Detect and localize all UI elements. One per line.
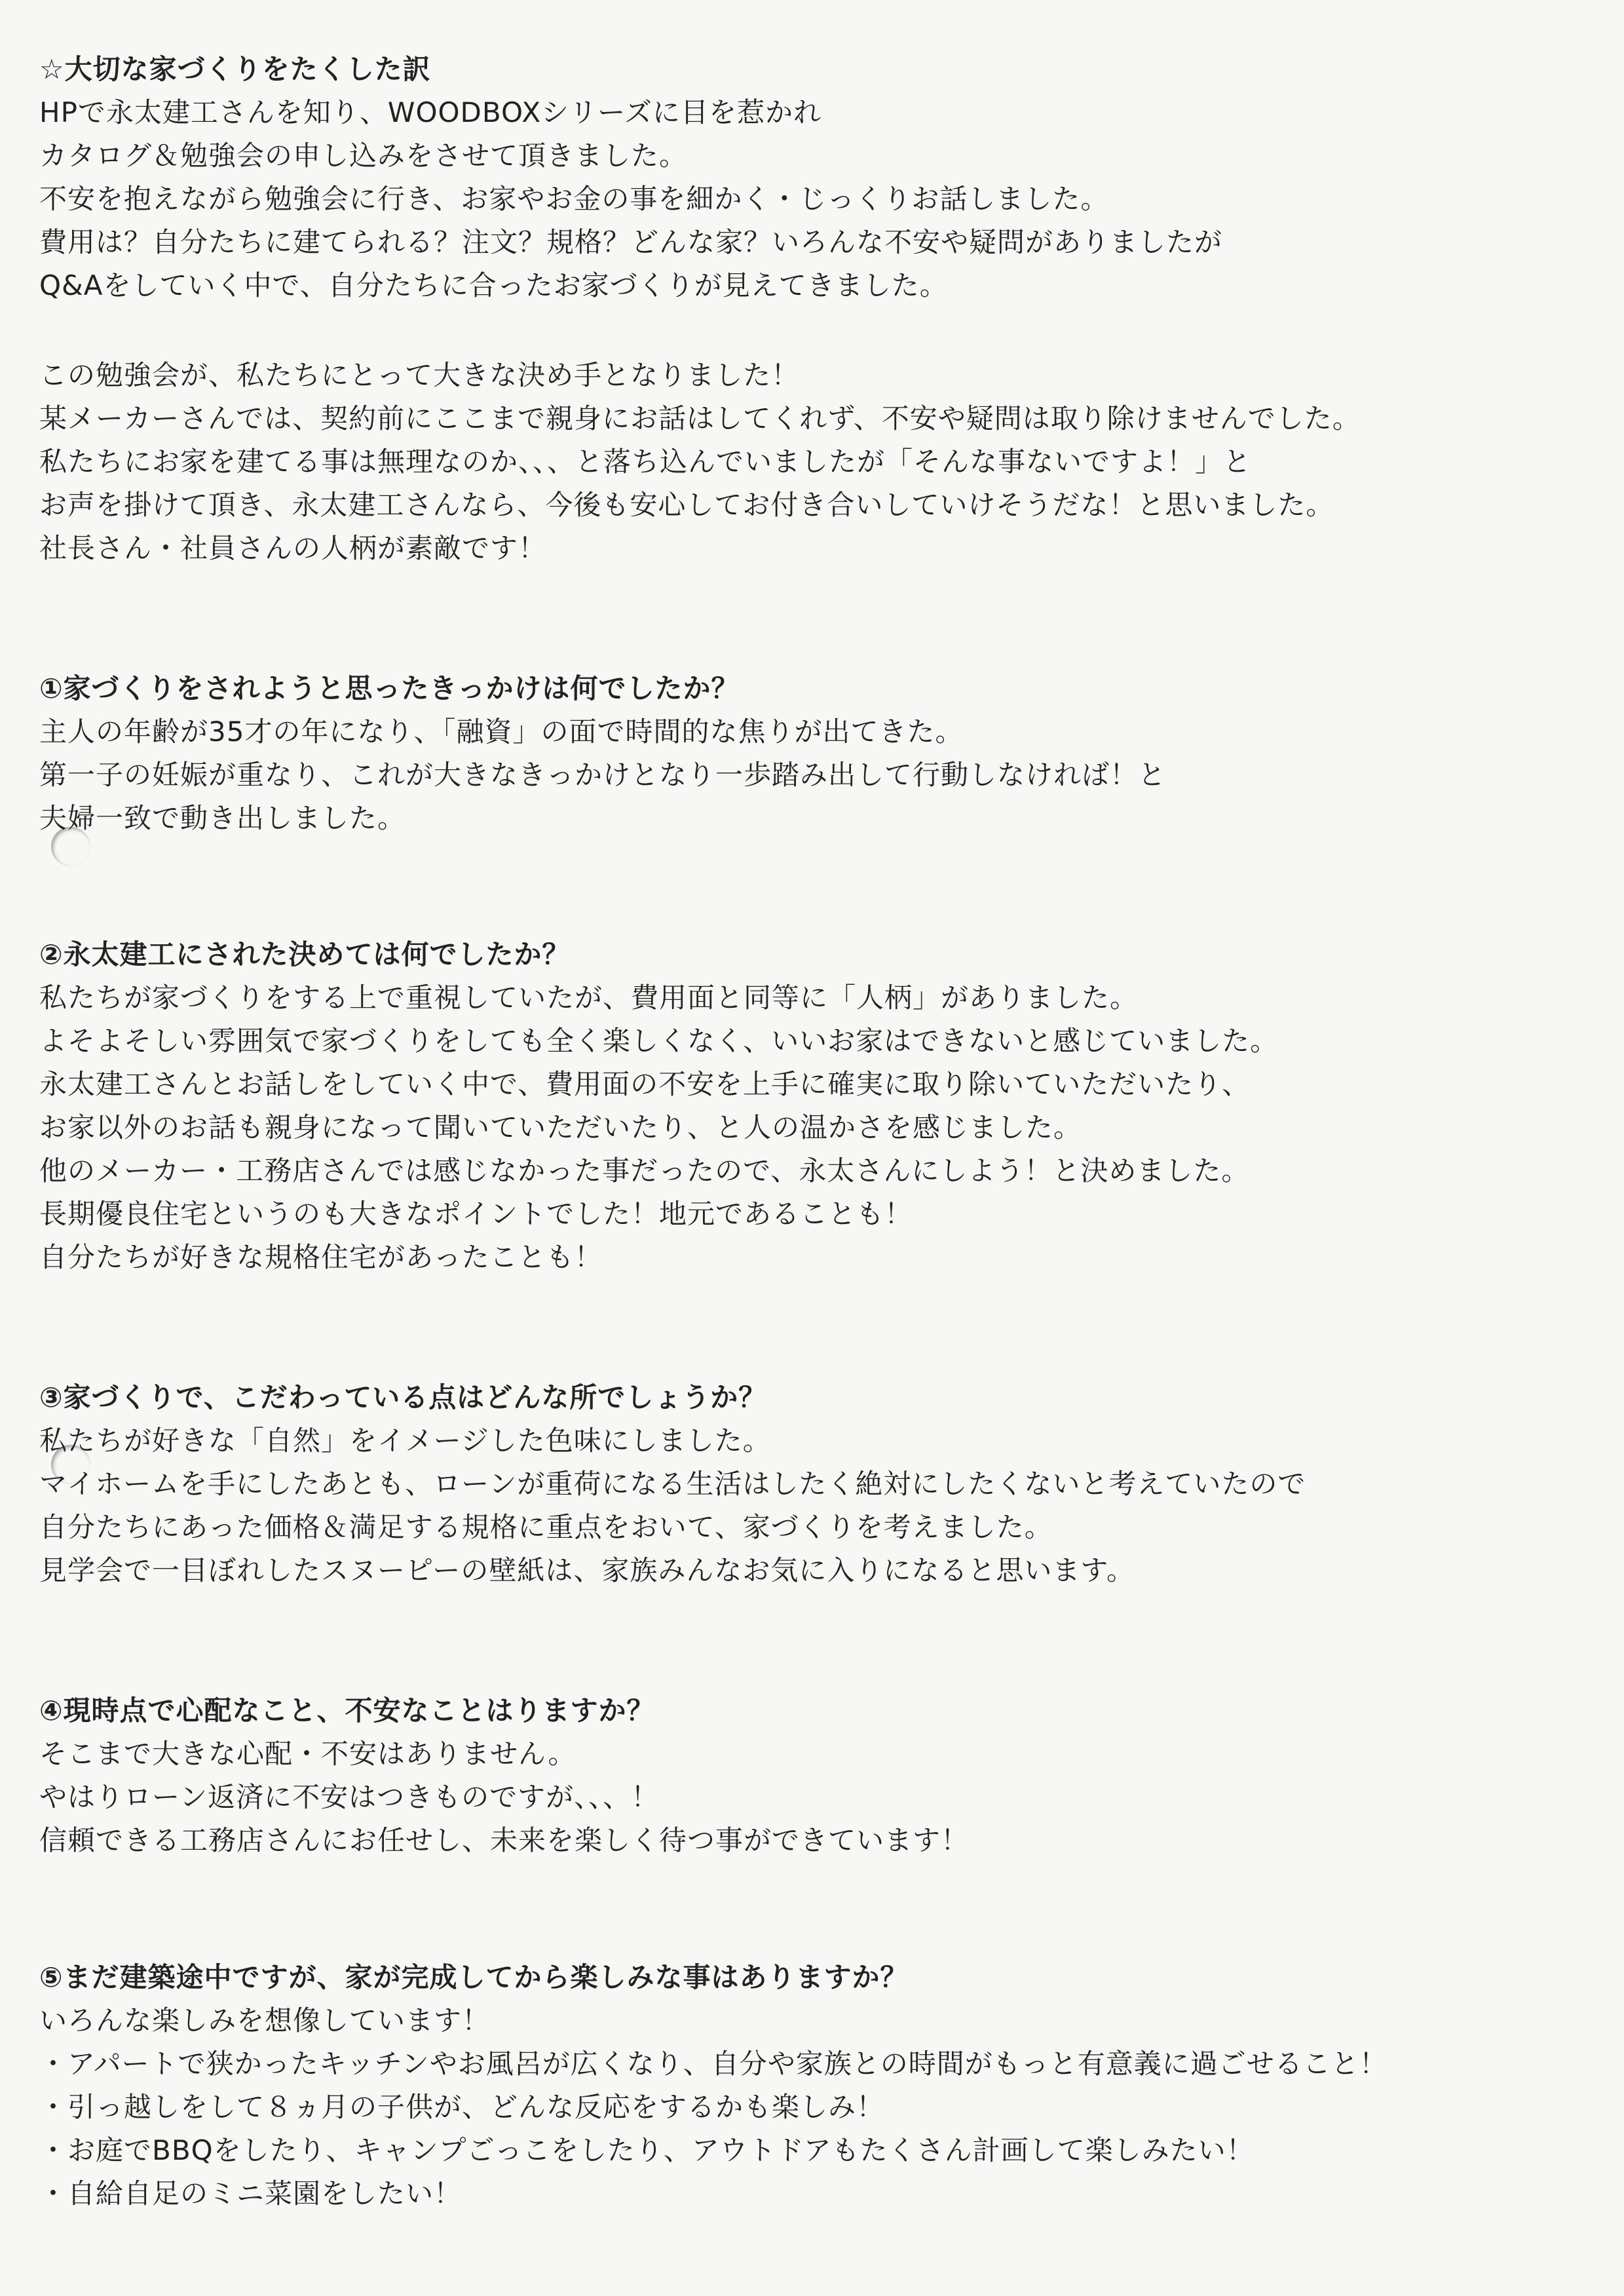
question-2-section: [39, 933, 1585, 1279]
intro-line: HPで永太建工さんを知り、WOODBOXシリーズに目を惹かれ: [39, 96, 822, 128]
answer-line: 第一子の妊娠が重なり、これが大きなきっかけとなり一歩踏み出して行動しなければ！と: [39, 759, 1167, 791]
intro-line: 社長さん・社員さんの人柄が素敵です！: [39, 532, 547, 564]
question-1-heading: ①家づくりをされようと思ったきっかけは何でしたか？: [39, 672, 740, 704]
answer-line: 見学会で一目ぼれしたスヌーピーの壁紙は、家族みんなお気に入りになると思います。: [39, 1554, 1135, 1586]
question-5-section: [39, 1956, 1585, 2215]
answer-line: やはりローン返済に不安はつきものですが、、、！: [39, 1781, 660, 1813]
answer-line: ・お庭でBBQをしたり、キャンプごっこをしたり、アウトドアもたくさん計画して楽しみたい！: [39, 2134, 1255, 2166]
answer-line: 自分たちにあった価格＆満足する規格に重点をおいて、家づくりを考えました。: [39, 1511, 1053, 1543]
answer-line: 信頼できる工務店さんにお任せし、未来を楽しく待つ事ができています！: [39, 1824, 970, 1856]
answer-line: 自分たちが好きな規格住宅があったことも！: [39, 1241, 603, 1273]
intro-line: カタログ＆勉強会の申し込みをさせて頂きました。: [39, 140, 688, 172]
answer-line: ・引っ越しをして８ヵ月の子供が、どんな反応をするかも楽しみ！: [39, 2091, 885, 2123]
answer-line: 夫婦一致で動き出しました。: [39, 802, 406, 834]
question-5-heading: ⑤まだ建築途中ですが、家が完成してから楽しみな事はありますか？: [39, 1961, 909, 1993]
intro-line: 某メーカーさんでは、契約前にここまで親身にお話はしてくれず、不安や疑問は取り除けませんでした。: [39, 402, 1361, 434]
answer-line: マイホームを手にしたあとも、ローンが重荷になる生活はしたく絶対にしたくないと考えていたので: [39, 1468, 1306, 1500]
intro-line: この勉強会が、私たちにとって大きな決め手となりました！: [39, 359, 800, 391]
intro-line: 私たちにお家を建てる事は無理なのか、、、と落ち込んでいましたが「そんな事ないですよ！」と: [39, 446, 1252, 478]
answer-line: お家以外のお話も親身になって聞いていただいたり、と人の温かさを感じました。: [39, 1111, 1082, 1143]
answer-line: よそよそしい雰囲気で家づくりをしても全く楽しくなく、いいお家はできないと感じていました。: [39, 1025, 1279, 1057]
intro-line: お声を掛けて頂き、永太建工さんなら、今後も安心してお付き合いしていけそうだな！と思いました。: [39, 489, 1334, 521]
answer-line: 永太建工さんとお話しをしていく中で、費用面の不安を上手に確実に取り除いていただいたり、: [39, 1068, 1251, 1100]
answer-line: そこまで大きな心配・不安はありません。: [39, 1738, 576, 1770]
intro-section: [39, 48, 1585, 307]
question-2-heading: ②永太建工にされた決めては何でしたか？: [39, 938, 571, 970]
intro-line: 費用は？自分たちに建てられる？注文？規格？どんな家？いろんな不安や疑問がありましたが: [39, 226, 1223, 258]
answer-line: ・アパートで狭かったキッチンやお風呂が広くなり、自分や家族との時間がもっと有意義に過ごせること！: [39, 2048, 1388, 2080]
intro-line: 不安を抱えながら勉強会に行き、お家やお金の事を細かく・じっくりお話しました。: [39, 183, 1109, 215]
intro-section-2: [39, 354, 1585, 570]
question-3-heading: ③家づくりで、こだわっている点はどんな所でしょうか？: [39, 1381, 767, 1413]
answer-line: ・自給自足のミニ菜園をしたい！: [39, 2177, 463, 2210]
answer-line: 他のメーカー・工務店さんでは感じなかった事だったので、永太さんにしよう！と決めました。: [39, 1155, 1250, 1187]
answer-line: 私たちが家づくりをする上で重視していたが、費用面と同等に「人柄」がありました。: [39, 982, 1139, 1014]
answer-line: 主人の年齢が35才の年になり、「融資」の面で時間的な焦りが出てきた。: [39, 716, 964, 748]
question-4-heading: ④現時点で心配なこと、不安なことはりますか？: [39, 1694, 655, 1727]
question-4-section: [39, 1689, 1585, 1862]
intro-heading: ☆大切な家づくりをたくした訳: [39, 53, 431, 85]
answer-line: 長期優良住宅というのも大きなポイントでした！地元であることも！: [39, 1198, 913, 1230]
intro-line: Q&Aをしていく中で、自分たちに合ったお家づくりが見えてきました。: [39, 269, 948, 301]
answer-line: いろんな楽しみを想像しています！: [39, 2004, 491, 2037]
answer-line: 私たちが好きな「自然」をイメージした色味にしました。: [39, 1425, 771, 1457]
question-1-section: [39, 667, 1585, 840]
question-3-section: [39, 1376, 1585, 1592]
